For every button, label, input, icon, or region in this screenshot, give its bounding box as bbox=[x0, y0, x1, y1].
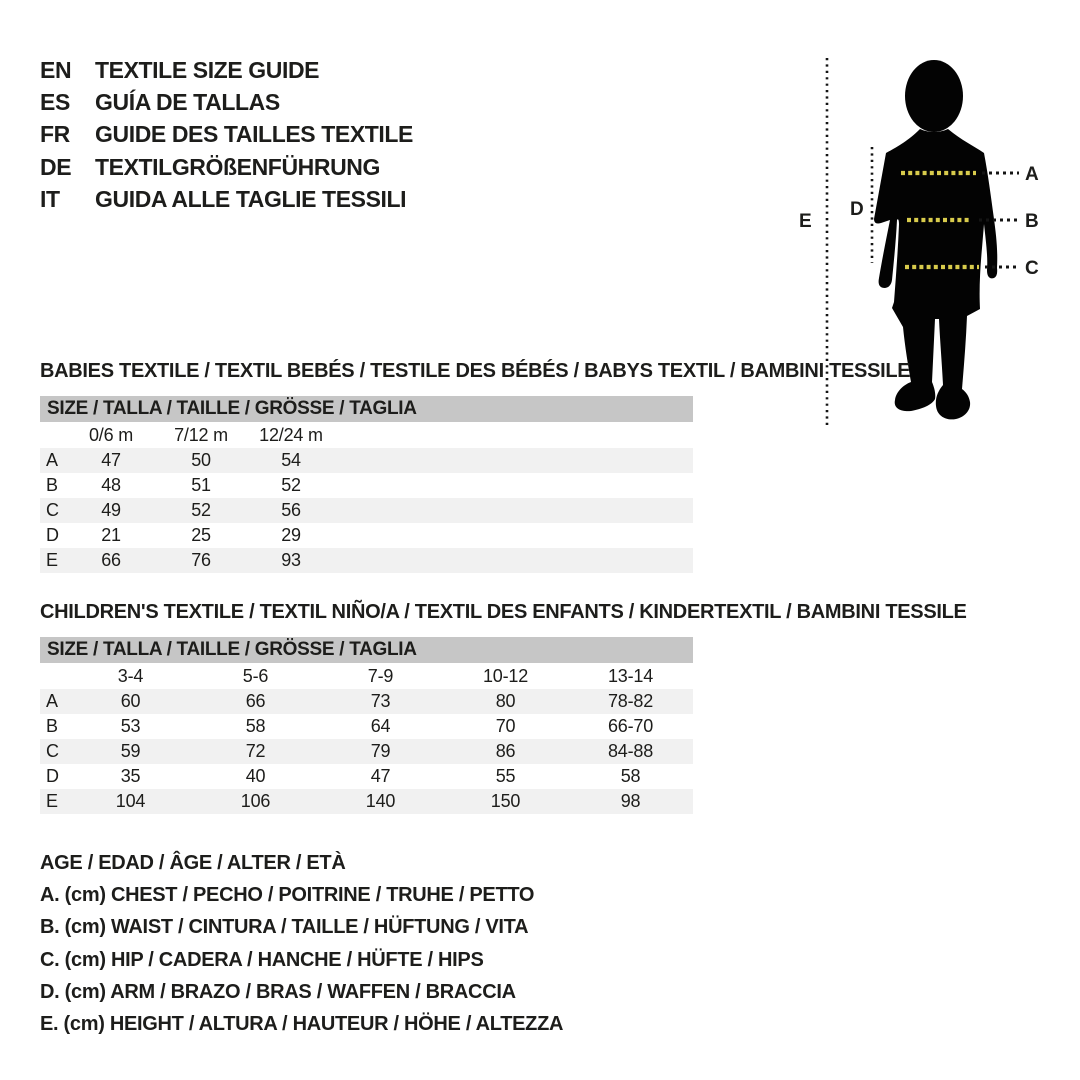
table-cell: 52 bbox=[191, 500, 211, 520]
table-cell: 66 bbox=[101, 550, 121, 570]
babies-size-table bbox=[40, 396, 693, 573]
table-cell: 64 bbox=[370, 716, 391, 736]
table-cell: 60 bbox=[120, 691, 141, 711]
legend-line: C. (cm) HIP / CADERA / HANCHE / HÜFTE / HIPS bbox=[40, 948, 484, 971]
figure-label-c: C bbox=[1025, 258, 1039, 279]
table-cell: 106 bbox=[240, 791, 271, 811]
table-cell: 29 bbox=[281, 525, 301, 545]
row-label: B bbox=[46, 475, 58, 495]
language-list bbox=[40, 54, 413, 215]
table-row bbox=[40, 448, 693, 473]
table-cell: 47 bbox=[101, 450, 121, 470]
babies-table-title: BABIES TEXTILE / TEXTIL BEBÉS / TESTILE DES BÉBÉS / BABYS TEXTIL / BAMBINI TESSILE bbox=[40, 360, 911, 382]
table-cell: 104 bbox=[115, 791, 146, 811]
table-cell: 55 bbox=[495, 766, 516, 786]
column-header: 13-14 bbox=[607, 665, 654, 686]
table-cell: 35 bbox=[120, 766, 141, 786]
column-header: 7-9 bbox=[367, 665, 394, 686]
table-cell: 76 bbox=[191, 550, 211, 570]
column-header: 5-6 bbox=[242, 665, 269, 686]
column-header: 7/12 m bbox=[174, 424, 228, 445]
table-cell: 50 bbox=[191, 450, 211, 470]
table-cell: 51 bbox=[191, 475, 211, 495]
legend-line: AGE / EDAD / ÂGE / ALTER / ETÀ bbox=[40, 852, 346, 874]
language-title: GUÍA DE TALLAS bbox=[95, 88, 280, 115]
language-title: TEXTILE SIZE GUIDE bbox=[95, 56, 320, 83]
language-row bbox=[40, 151, 413, 183]
language-code: DE bbox=[40, 153, 72, 180]
table-row bbox=[40, 714, 693, 739]
column-header-row bbox=[40, 422, 693, 448]
table-cell: 72 bbox=[245, 741, 266, 761]
language-row bbox=[40, 54, 413, 86]
figure-label-d: D bbox=[850, 199, 864, 220]
table-row bbox=[40, 473, 693, 498]
table-cell: 58 bbox=[620, 766, 641, 786]
row-label: D bbox=[46, 766, 59, 786]
language-code: EN bbox=[40, 56, 72, 83]
table-cell: 150 bbox=[490, 791, 521, 811]
language-title: GUIDE DES TAILLES TEXTILE bbox=[95, 121, 413, 148]
table-cell: 86 bbox=[495, 741, 516, 761]
table-cell: 140 bbox=[365, 791, 396, 811]
legend-line: E. (cm) HEIGHT / ALTURA / HAUTEUR / HÖHE / ALTEZZA bbox=[40, 1012, 564, 1035]
column-header: 10-12 bbox=[482, 665, 529, 686]
children-size-table bbox=[40, 637, 693, 814]
language-row bbox=[40, 86, 413, 118]
language-code: FR bbox=[40, 121, 70, 148]
table-row bbox=[40, 789, 693, 814]
table-row bbox=[40, 689, 693, 714]
table-cell: 73 bbox=[370, 691, 391, 711]
babies-size-header-bar: SIZE / TALLA / TAILLE / GRÖSSE / TAGLIA bbox=[40, 396, 693, 422]
row-label: C bbox=[46, 741, 59, 761]
language-title: GUIDA ALLE TAGLIE TESSILI bbox=[95, 185, 407, 212]
table-row bbox=[40, 548, 693, 573]
table-cell: 59 bbox=[120, 741, 141, 761]
row-label: E bbox=[46, 550, 58, 570]
measurement-legend bbox=[40, 847, 563, 1040]
table-cell: 53 bbox=[120, 716, 141, 736]
row-label: C bbox=[46, 500, 59, 520]
figure-label-e: E bbox=[799, 211, 812, 232]
table-cell: 54 bbox=[281, 450, 301, 470]
table-cell: 66-70 bbox=[607, 716, 654, 736]
column-header: 12/24 m bbox=[259, 424, 323, 445]
table-cell: 66 bbox=[245, 691, 266, 711]
children-size-header-bar: SIZE / TALLA / TAILLE / GRÖSSE / TAGLIA bbox=[40, 637, 693, 663]
table-cell: 40 bbox=[245, 766, 266, 786]
table-cell: 93 bbox=[281, 550, 301, 570]
language-row bbox=[40, 183, 413, 215]
figure-label-a: A bbox=[1025, 164, 1039, 185]
table-cell: 21 bbox=[101, 525, 121, 545]
table-cell: 98 bbox=[620, 791, 641, 811]
table-cell: 58 bbox=[245, 716, 266, 736]
table-cell: 70 bbox=[495, 716, 516, 736]
row-label: E bbox=[46, 791, 58, 811]
language-code: ES bbox=[40, 88, 70, 115]
language-title: TEXTILGRÖßENFÜHRUNG bbox=[95, 153, 380, 180]
language-row bbox=[40, 119, 413, 151]
table-row bbox=[40, 764, 693, 789]
table-cell: 49 bbox=[101, 500, 121, 520]
legend-line: B. (cm) WAIST / CINTURA / TAILLE / HÜFTUNG / VITA bbox=[40, 916, 529, 939]
table-row bbox=[40, 739, 693, 764]
table-cell: 25 bbox=[191, 525, 211, 545]
row-label: A bbox=[46, 691, 58, 711]
table-cell: 78-82 bbox=[607, 691, 654, 711]
legend-line: D. (cm) ARM / BRAZO / BRAS / WAFFEN / BRACCIA bbox=[40, 980, 516, 1003]
table-cell: 47 bbox=[370, 766, 391, 786]
children-table-title: CHILDREN'S TEXTILE / TEXTIL NIÑO/A / TEXTIL DES ENFANTS / KINDERTEXTIL / BAMBINI TESSILE bbox=[40, 601, 967, 623]
legend-line: A. (cm) CHEST / PECHO / POITRINE / TRUHE / PETTO bbox=[40, 884, 535, 907]
column-header: 3-4 bbox=[117, 665, 144, 686]
table-cell: 80 bbox=[495, 691, 516, 711]
table-cell: 84-88 bbox=[607, 741, 654, 761]
column-header-row bbox=[40, 663, 693, 689]
language-code: IT bbox=[40, 185, 60, 212]
figure-label-b: B bbox=[1025, 211, 1039, 232]
table-row bbox=[40, 498, 693, 523]
table-cell: 79 bbox=[370, 741, 391, 761]
row-label: D bbox=[46, 525, 59, 545]
table-cell: 56 bbox=[281, 500, 301, 520]
table-cell: 48 bbox=[101, 475, 121, 495]
column-header: 0/6 m bbox=[88, 424, 134, 445]
row-label: B bbox=[46, 716, 58, 736]
table-cell: 52 bbox=[281, 475, 301, 495]
table-row bbox=[40, 523, 693, 548]
row-label: A bbox=[46, 450, 58, 470]
